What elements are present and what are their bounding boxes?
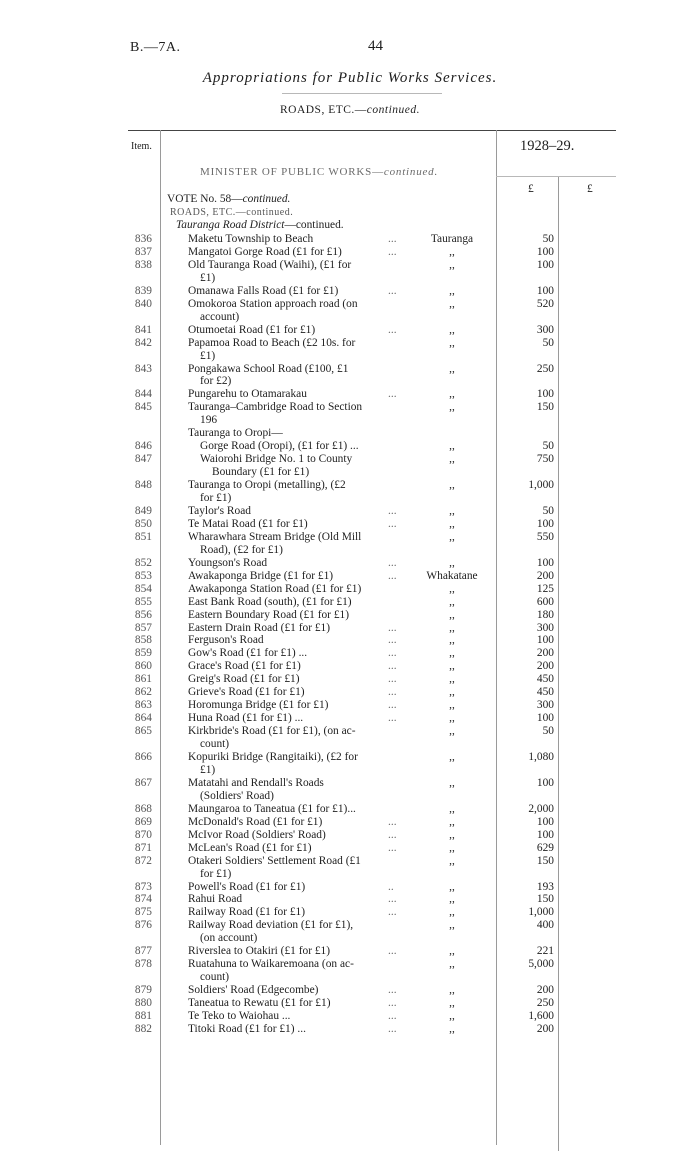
road-description: East Bank Road (south), (£1 for £1) xyxy=(188,595,352,608)
road-description: Soldiers' Road (Edgecombe) xyxy=(188,984,319,997)
amount-value: 193 xyxy=(536,880,554,893)
title-underline xyxy=(282,93,442,94)
district-location: ,, xyxy=(449,362,455,375)
road-description: Otakeri Soldiers' Settlement Road (£1 xyxy=(188,854,361,867)
district-location: ,, xyxy=(449,751,455,763)
district-location: ,, xyxy=(449,828,455,841)
amount-value: 750 xyxy=(536,453,554,466)
district-location: ,, xyxy=(449,893,455,906)
road-description: for £1) xyxy=(200,867,232,880)
leader-dots: ... xyxy=(388,712,397,725)
road-description: Papamoa Road to Beach (£2 10s. for xyxy=(188,336,356,349)
vote-heading-main: VOTE No. 58— xyxy=(167,193,243,205)
district-location: ,, xyxy=(449,776,455,789)
district-location: ,, xyxy=(449,517,455,530)
item-number: 838 xyxy=(134,258,152,271)
item-number: 847 xyxy=(134,453,152,466)
district-location: ,, xyxy=(449,802,455,815)
road-description: Awakaponga Bridge (£1 for £1) xyxy=(188,569,334,582)
leader-dots: ... xyxy=(388,1022,397,1035)
subtitle-main: ROADS, ETC.— xyxy=(279,104,367,116)
amount-value: 400 xyxy=(536,919,554,932)
district-location: ,, xyxy=(449,258,455,271)
amount-value: 50 xyxy=(542,725,554,738)
road-description: Grieve's Road (£1 for £1) xyxy=(188,686,305,699)
item-number: 877 xyxy=(134,945,152,958)
road-description: Maketu Township to Beach xyxy=(188,233,314,245)
item-number: 868 xyxy=(134,802,152,815)
item-number: 855 xyxy=(134,595,152,608)
leader-dots: ... xyxy=(388,569,397,582)
road-description: (on account) xyxy=(200,932,258,945)
road-description: Kopuriki Bridge (Rangitaiki), (£2 for xyxy=(188,751,358,763)
amount-value: 2,000 xyxy=(528,802,554,815)
road-description: Titoki Road (£1 for £1) ... xyxy=(188,1022,306,1035)
leader-dots: ... xyxy=(388,323,397,336)
item-number: 850 xyxy=(134,517,152,530)
road-description: Eastern Boundary Road (£1 for £1) xyxy=(188,608,350,621)
amount-value: 629 xyxy=(536,841,554,854)
subtitle-italic: continued. xyxy=(366,104,421,116)
road-description: Gow's Road (£1 for £1) ... xyxy=(188,647,308,660)
amount-column-divider xyxy=(496,130,497,1145)
leader-dots: ... xyxy=(388,1010,397,1022)
road-description: Ruatahuna to Waikaremoana (on ac- xyxy=(188,958,354,971)
road-description: £1) xyxy=(200,763,216,776)
road-description: for £1) xyxy=(200,492,232,504)
district-location: ,, xyxy=(449,660,455,673)
road-description: Powell's Road (£1 for £1) xyxy=(188,880,306,893)
amount-value: 100 xyxy=(536,245,554,258)
road-description: Tauranga–Cambridge Road to Section xyxy=(188,401,363,414)
item-column-divider xyxy=(160,130,161,1145)
item-number: 865 xyxy=(134,725,152,738)
road-description: McIvor Road (Soldiers' Road) xyxy=(188,828,326,841)
road-description: Railway Road deviation (£1 for £1), xyxy=(188,919,354,932)
item-number: 869 xyxy=(134,815,152,828)
road-description: Matatahi and Rendall's Roads xyxy=(188,776,324,789)
year-column-header: 1928–29. xyxy=(520,138,575,154)
road-description: Grace's Road (£1 for £1) xyxy=(188,660,301,673)
item-number: 837 xyxy=(134,245,152,258)
district-location: ,, xyxy=(449,323,455,336)
minister-heading xyxy=(200,166,438,178)
leader-dots: ... xyxy=(388,556,397,569)
item-number: 856 xyxy=(134,608,152,621)
road-description: Omokoroa Station approach road (on xyxy=(188,297,358,310)
district-location: ,, xyxy=(449,880,455,893)
road-description: for £2) xyxy=(200,375,232,388)
amount-value: 100 xyxy=(536,776,554,789)
amount-value: 5,000 xyxy=(528,958,554,971)
leader-dots: ... xyxy=(388,673,397,686)
district-location: ,, xyxy=(449,841,455,854)
district-location: ,, xyxy=(449,984,455,997)
leader-dots: ... xyxy=(388,647,397,660)
item-number: 840 xyxy=(134,297,152,310)
district-location: ,, xyxy=(449,608,455,621)
amount-value: 550 xyxy=(536,530,554,543)
district-location: ,, xyxy=(449,582,455,595)
item-number: 860 xyxy=(134,660,152,673)
road-description: £1) xyxy=(200,271,216,284)
district-location: ,, xyxy=(449,919,455,932)
amount-value: 50 xyxy=(542,504,554,517)
road-description: Tauranga to Oropi— xyxy=(188,427,283,440)
currency-left-header: £ xyxy=(528,183,534,195)
road-description: Pongakawa School Road (£100, £1 xyxy=(188,362,349,375)
district-location: ,, xyxy=(449,388,455,401)
district-location: ,, xyxy=(449,297,455,310)
road-description: Riverslea to Otakiri (£1 for £1) xyxy=(188,945,331,958)
district-location: ,, xyxy=(449,686,455,699)
district-location: ,, xyxy=(449,647,455,660)
district-location: ,, xyxy=(449,595,455,608)
leader-dots: ... xyxy=(388,893,397,906)
road-description: Old Tauranga Road (Waihi), (£1 for xyxy=(188,258,352,271)
road-description: Otumoetai Road (£1 for £1) xyxy=(188,323,316,336)
road-description: Road), (£2 for £1) xyxy=(200,543,283,556)
road-description: (Soldiers' Road) xyxy=(200,789,274,802)
amount-value: 100 xyxy=(536,517,554,530)
district-location: ,, xyxy=(449,284,455,297)
district-location: ,, xyxy=(449,854,455,867)
amount-value: 150 xyxy=(536,401,554,414)
road-description: Pungarehu to Otamarakau xyxy=(188,388,307,401)
district-location: ,, xyxy=(449,945,455,958)
item-number: 861 xyxy=(134,673,152,686)
district-heading xyxy=(176,219,344,231)
district-heading-rest: —continued. xyxy=(284,219,344,231)
road-description: Greig's Road (£1 for £1) xyxy=(188,673,300,686)
leader-dots: ... xyxy=(388,686,397,699)
document-reference: B.—7A. xyxy=(130,40,181,55)
amount-inner-divider xyxy=(558,176,559,1151)
road-description: Taylor's Road xyxy=(188,504,251,517)
road-description: Mangatoi Gorge Road (£1 for £1) xyxy=(188,245,342,258)
page-number: 44 xyxy=(368,38,383,54)
leader-dots: ... xyxy=(388,388,397,401)
road-description: account) xyxy=(200,310,240,323)
amount-value: 50 xyxy=(542,440,554,453)
district-location: ,, xyxy=(449,336,455,349)
item-number: 839 xyxy=(134,284,152,297)
amount-value: 100 xyxy=(536,634,554,647)
amount-value: 520 xyxy=(536,297,554,310)
amount-value: 250 xyxy=(536,997,554,1010)
item-number: 842 xyxy=(134,336,152,349)
road-description: Tauranga to Oropi (metalling), (£2 xyxy=(188,479,346,492)
amount-value: 50 xyxy=(542,336,554,349)
road-description: count) xyxy=(200,738,230,751)
leader-dots: ... xyxy=(388,984,397,997)
district-location: ,, xyxy=(449,906,455,919)
item-number: 844 xyxy=(134,388,152,401)
road-description: Waiorohi Bridge No. 1 to County xyxy=(200,453,353,466)
amount-value: 300 xyxy=(536,699,554,712)
item-number: 857 xyxy=(134,621,152,634)
road-description: Omanawa Falls Road (£1 for £1) xyxy=(188,284,339,297)
road-description: McLean's Road (£1 for £1) xyxy=(188,841,312,854)
item-number: 873 xyxy=(134,880,152,893)
item-number: 863 xyxy=(134,699,152,712)
road-description: Rahui Road xyxy=(188,893,243,906)
leader-dots: ... xyxy=(388,660,397,673)
district-location: ,, xyxy=(449,725,455,738)
leader-dots: .. xyxy=(388,880,394,893)
district-location: ,, xyxy=(449,958,455,971)
road-description: Kirkbride's Road (£1 for £1), (on ac- xyxy=(188,725,356,738)
district-location: ,, xyxy=(449,245,455,258)
amount-value: 450 xyxy=(536,673,554,686)
page-subtitle xyxy=(0,104,700,116)
item-column-header: Item. xyxy=(131,141,152,152)
item-number: 849 xyxy=(134,504,152,517)
district-location: ,, xyxy=(449,530,455,543)
item-number: 866 xyxy=(134,751,152,763)
currency-right-header: £ xyxy=(587,183,593,195)
amount-value: 200 xyxy=(536,647,554,660)
item-number: 880 xyxy=(134,997,152,1010)
road-description: Youngson's Road xyxy=(188,556,268,569)
leader-dots: ... xyxy=(388,841,397,854)
amount-value: 1,080 xyxy=(528,751,554,763)
item-number: 836 xyxy=(134,233,152,245)
item-number: 846 xyxy=(134,440,152,453)
road-description: Wharawhara Stream Bridge (Old Mill xyxy=(188,530,362,543)
district-location: ,, xyxy=(449,712,455,725)
district-location: ,, xyxy=(449,997,455,1010)
item-number: 841 xyxy=(134,323,152,336)
amount-value: 180 xyxy=(536,608,554,621)
district-location: ,, xyxy=(449,504,455,517)
item-number: 853 xyxy=(134,569,152,582)
amount-value: 600 xyxy=(536,595,554,608)
district-heading-italic: Tauranga Road District xyxy=(176,219,285,231)
amount-value: 200 xyxy=(536,660,554,673)
leader-dots: ... xyxy=(388,284,397,297)
vote-heading xyxy=(167,193,290,205)
road-description: Te Teko to Waiohau ... xyxy=(188,1010,291,1022)
road-description: 196 xyxy=(200,414,218,427)
road-description: Eastern Drain Road (£1 for £1) xyxy=(188,621,331,634)
leader-dots: ... xyxy=(388,504,397,517)
vote-heading-italic: continued. xyxy=(242,193,291,205)
road-description: Huna Road (£1 for £1) ... xyxy=(188,712,304,725)
leader-dots: ... xyxy=(388,828,397,841)
item-number: 872 xyxy=(134,854,152,867)
amount-value: 221 xyxy=(536,945,554,958)
item-number: 867 xyxy=(134,776,152,789)
item-number: 870 xyxy=(134,828,152,841)
amount-value: 150 xyxy=(536,854,554,867)
district-location: Tauranga xyxy=(430,233,474,245)
item-number: 871 xyxy=(134,841,152,854)
district-location: ,, xyxy=(449,1010,455,1022)
amount-value: 50 xyxy=(542,233,554,245)
item-number: 859 xyxy=(134,647,152,660)
road-description: Te Matai Road (£1 for £1) xyxy=(188,517,308,530)
item-number: 878 xyxy=(134,958,152,971)
item-number: 875 xyxy=(134,906,152,919)
amount-value: 100 xyxy=(536,815,554,828)
leader-dots: ... xyxy=(388,621,397,634)
amount-value: 1,000 xyxy=(528,906,554,919)
amount-value: 100 xyxy=(536,712,554,725)
leader-dots: ... xyxy=(388,997,397,1010)
leader-dots: ... xyxy=(388,699,397,712)
road-description: Maungaroa to Taneatua (£1 for £1)... xyxy=(188,802,356,815)
district-location: ,, xyxy=(449,401,455,414)
item-number: 852 xyxy=(134,556,152,569)
amount-value: 250 xyxy=(536,362,554,375)
item-number: 845 xyxy=(134,401,152,414)
item-number: 882 xyxy=(134,1022,152,1035)
leader-dots: ... xyxy=(388,634,397,647)
item-number: 864 xyxy=(134,712,152,725)
road-description: Gorge Road (Oropi), (£1 for £1) ... xyxy=(200,440,359,453)
leader-dots: ... xyxy=(388,245,397,258)
item-number: 858 xyxy=(134,634,152,647)
amount-value: 300 xyxy=(536,323,554,336)
item-number: 848 xyxy=(134,479,152,492)
minister-heading-italic: continued. xyxy=(383,166,439,178)
item-number: 881 xyxy=(134,1010,152,1022)
amount-value: 1,600 xyxy=(528,1010,554,1022)
district-location: ,, xyxy=(449,479,455,492)
amount-value: 100 xyxy=(536,388,554,401)
amount-value: 200 xyxy=(536,569,554,582)
road-description: Ferguson's Road xyxy=(188,634,264,647)
item-number: 876 xyxy=(134,919,152,932)
item-number: 874 xyxy=(134,893,152,906)
amount-value: 1,000 xyxy=(528,479,554,492)
road-description: Horomunga Bridge (£1 for £1) xyxy=(188,699,329,712)
amount-value: 100 xyxy=(536,284,554,297)
district-location: ,, xyxy=(449,453,455,466)
road-description: Boundary (£1 for £1) xyxy=(212,466,310,479)
amount-value: 300 xyxy=(536,621,554,634)
roads-heading: ROADS, ETC.—continued. xyxy=(170,207,294,218)
amount-value: 100 xyxy=(536,258,554,271)
district-location: ,, xyxy=(449,621,455,634)
amount-value: 450 xyxy=(536,686,554,699)
item-number: 862 xyxy=(134,686,152,699)
leader-dots: ... xyxy=(388,945,397,958)
district-location: ,, xyxy=(449,634,455,647)
header-under-rule xyxy=(496,176,616,177)
road-description: McDonald's Road (£1 for £1) xyxy=(188,815,323,828)
district-location: ,, xyxy=(449,1022,455,1035)
road-description: Railway Road (£1 for £1) xyxy=(188,906,306,919)
amount-value: 150 xyxy=(536,893,554,906)
road-description: count) xyxy=(200,971,230,984)
leader-dots: ... xyxy=(388,517,397,530)
amount-value: 200 xyxy=(536,1022,554,1035)
leader-dots: ... xyxy=(388,815,397,828)
district-location: ,, xyxy=(449,699,455,712)
leader-dots: ... xyxy=(388,233,397,245)
item-number: 854 xyxy=(134,582,152,595)
item-number: 851 xyxy=(134,530,152,543)
amount-value: 100 xyxy=(536,828,554,841)
road-description: £1) xyxy=(200,349,216,362)
minister-heading-main: MINISTER OF PUBLIC WORKS— xyxy=(200,166,384,178)
road-description: Taneatua to Rewatu (£1 for £1) xyxy=(188,997,331,1010)
district-location: ,, xyxy=(449,673,455,686)
district-location: Whakatane xyxy=(426,569,478,582)
amount-value: 100 xyxy=(536,556,554,569)
leader-dots: ... xyxy=(388,906,397,919)
item-number: 843 xyxy=(134,362,152,375)
page-title: Appropriations for Public Works Services. xyxy=(202,70,498,86)
district-location: ,, xyxy=(449,556,455,569)
amount-value: 200 xyxy=(536,984,554,997)
amount-value: 125 xyxy=(536,582,554,595)
district-location: ,, xyxy=(449,440,455,453)
district-location: ,, xyxy=(449,815,455,828)
road-description: Awakaponga Station Road (£1 for £1) xyxy=(188,582,362,595)
item-number: 879 xyxy=(134,984,152,997)
table-top-rule xyxy=(128,130,616,131)
